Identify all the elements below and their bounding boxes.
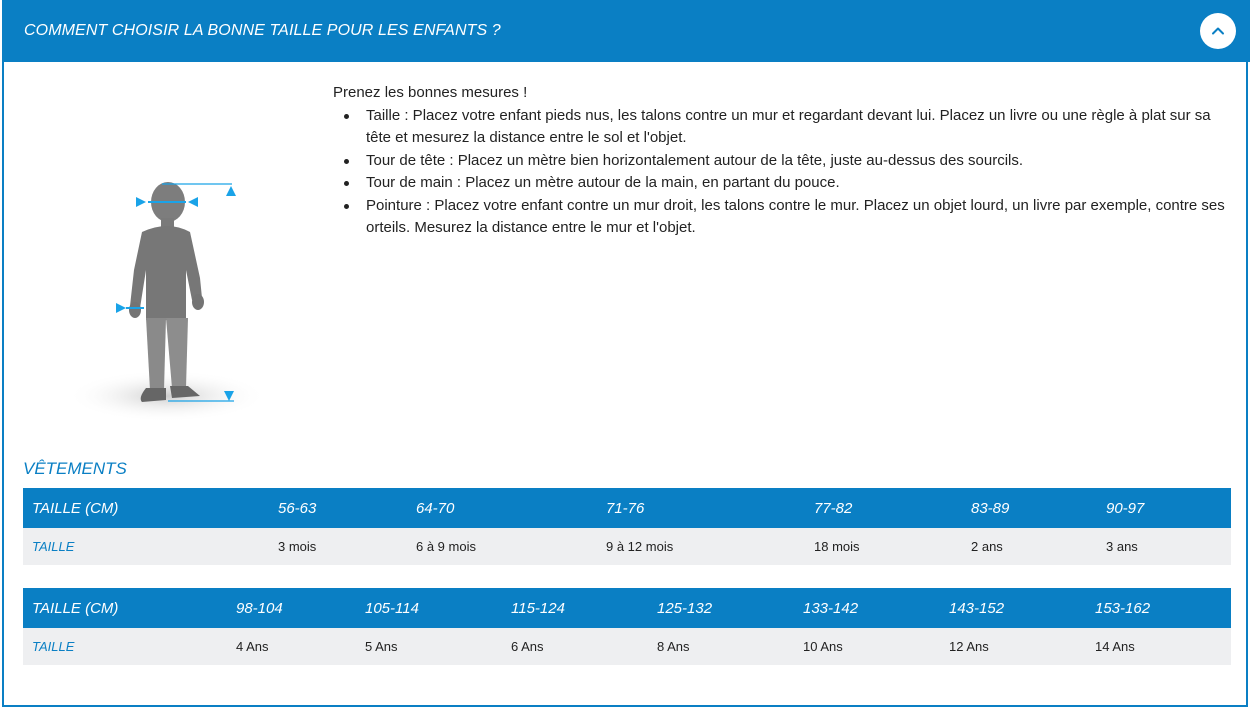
row-label: TAILLE xyxy=(32,639,75,654)
child-measurement-illustration xyxy=(62,170,272,430)
header-size: 56-63 xyxy=(278,499,317,517)
figure-torso xyxy=(130,226,202,320)
row-label: TAILLE xyxy=(32,539,75,554)
header-size: 83-89 xyxy=(971,499,1010,517)
age-cell: 6 Ans xyxy=(511,639,544,654)
header-size: 133-142 xyxy=(803,599,859,617)
header-size: 105-114 xyxy=(365,599,419,617)
header-size: 125-132 xyxy=(657,599,713,617)
age-cell: 9 à 12 mois xyxy=(606,539,674,554)
size-guide-panel xyxy=(2,0,1248,707)
age-cell: 3 ans xyxy=(1106,539,1138,554)
header-label: TAILLE (CM) xyxy=(32,499,119,517)
header-size: 98-104 xyxy=(236,599,283,617)
age-cell: 4 Ans xyxy=(236,639,269,654)
header-size: 115-124 xyxy=(511,599,565,617)
age-cell: 2 ans xyxy=(971,539,1003,554)
header-size: 64-70 xyxy=(416,499,455,517)
instructions-list xyxy=(366,105,1233,240)
instruction-shoe: Pointure : Placez votre enfant contre un mur droit, les talons contre le mur. Placez un objet lourd, un livre par exemple, contre ses orteils. Mesurez la distance entre le mur et l'objet. xyxy=(366,195,1233,240)
chevron-up-icon xyxy=(1210,23,1226,39)
size-table-1 xyxy=(23,488,1231,565)
accordion-title: COMMENT CHOISIR LA BONNE TAILLE POUR LES ENFANTS ? xyxy=(24,22,501,39)
instruction-hand: Tour de main : Placez un mètre autour de la main, en partant du pouce. xyxy=(366,172,1233,195)
header-size: 153-162 xyxy=(1095,599,1151,617)
table-row xyxy=(23,528,1231,565)
floor-shadow xyxy=(67,370,267,422)
header-size: 71-76 xyxy=(606,499,645,517)
age-cell: 12 Ans xyxy=(949,639,989,654)
header-size: 77-82 xyxy=(814,499,853,517)
age-cell: 14 Ans xyxy=(1095,639,1135,654)
hand-marker-icon xyxy=(116,303,126,313)
table-header-row xyxy=(23,488,1231,528)
measurement-instructions xyxy=(333,82,1233,240)
age-cell: 6 à 9 mois xyxy=(416,539,476,554)
age-cell: 5 Ans xyxy=(365,639,398,654)
header-label: TAILLE (CM) xyxy=(32,599,119,617)
age-cell: 18 mois xyxy=(814,539,860,554)
instructions-lead: Prenez les bonnes mesures ! xyxy=(333,84,528,101)
head-left-marker-icon xyxy=(136,197,146,207)
age-cell: 10 Ans xyxy=(803,639,843,654)
age-cell: 3 mois xyxy=(278,539,317,554)
header-size: 143-152 xyxy=(949,599,1005,617)
instruction-height: Taille : Placez votre enfant pieds nus, les talons contre un mur et regardant devant lui. Placez un livre ou une règle à plat sur sa tête et mesurez la distance entre le sol et l'objet. xyxy=(366,105,1233,150)
height-top-marker-icon xyxy=(226,186,236,196)
accordion-header[interactable] xyxy=(4,0,1250,62)
collapse-button[interactable] xyxy=(1200,13,1236,49)
table-row xyxy=(23,628,1231,665)
age-cell: 8 Ans xyxy=(657,639,690,654)
header-size: 90-97 xyxy=(1106,499,1145,517)
table-header-row xyxy=(23,588,1231,628)
head-right-marker-icon xyxy=(188,197,198,207)
instruction-head: Tour de tête : Placez un mètre bien horizontalement autour de la tête, juste au-dessus des sourcils. xyxy=(366,150,1233,173)
clothing-section-title: VÊTEMENTS xyxy=(23,459,127,478)
size-table-2 xyxy=(23,588,1231,665)
